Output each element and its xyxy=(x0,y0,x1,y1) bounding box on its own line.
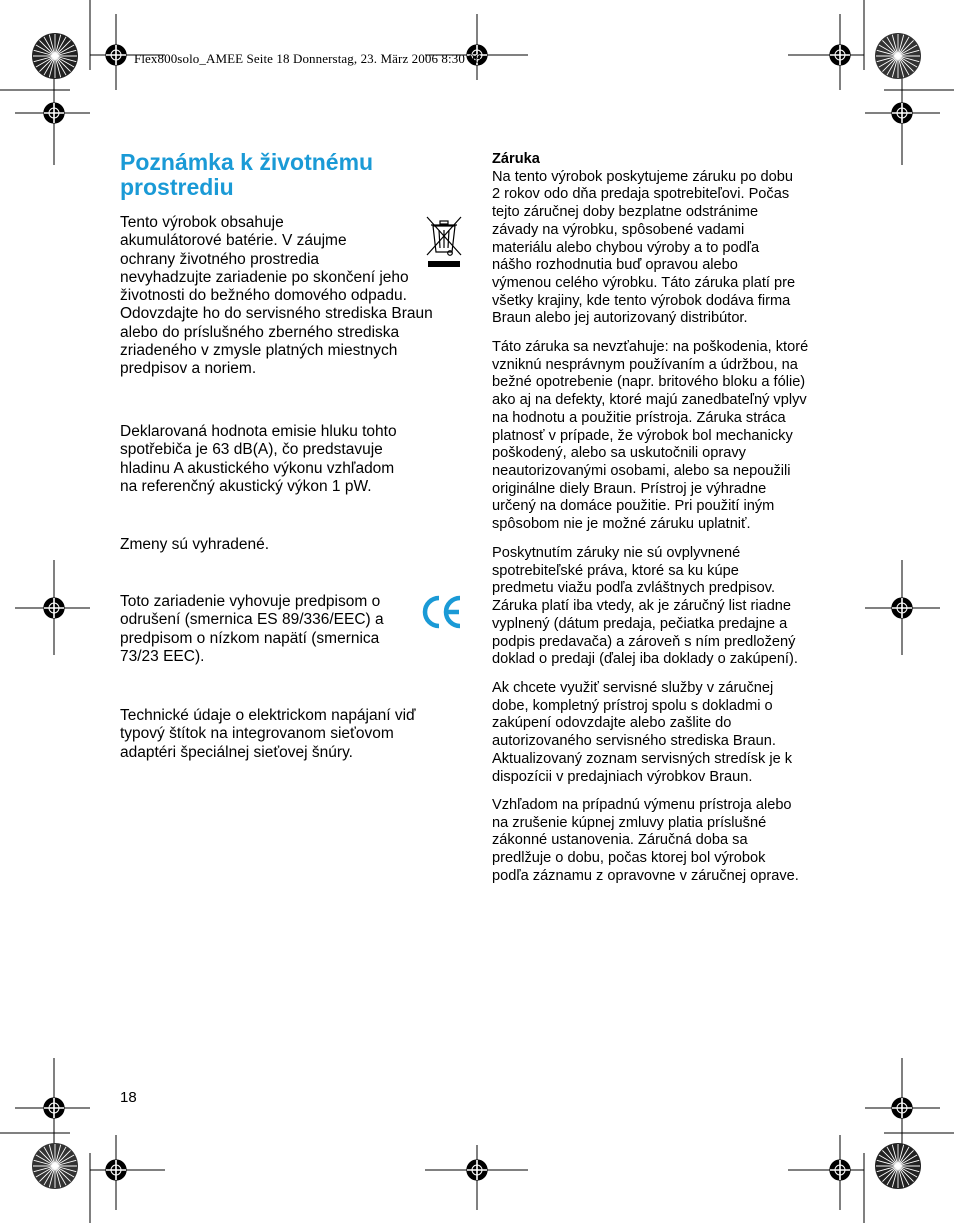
text-line: životnosti do bežného domového odpadu. xyxy=(120,287,407,305)
text-line: závady na výrobku, spôsobené vadami xyxy=(492,221,745,238)
text-line: Braun alebo jej autorizovaný distribútor. xyxy=(492,310,748,327)
text-line: autorizovaného servisného strediska Braun. xyxy=(492,733,776,750)
text-line: zriadeného v zmysle platných miestnych xyxy=(120,342,398,360)
warranty-section xyxy=(492,151,842,328)
warranty-paragraph-1 xyxy=(492,169,842,328)
text-line: vzniknú nesprávnym používaním a údržbou, na xyxy=(492,356,798,373)
text-line: Odovzdajte ho do servisného strediska Braun xyxy=(120,305,433,323)
text-line: Zmeny sú vyhradené. xyxy=(120,536,270,553)
noise-emission-paragraph xyxy=(120,423,465,496)
text-line: na referenčný akustický výkon 1 pW. xyxy=(120,477,372,495)
text-line: výmenou celého výrobku. Táto záruka platí pre xyxy=(492,274,796,291)
text-line: zakúpení odovzdajte alebo zašlite do xyxy=(492,715,732,732)
text-line: bežné opotrebenie (napr. britového bloku a fólie) xyxy=(492,374,806,391)
text-line: hladinu A akustického výkonu vzhľadom xyxy=(120,459,395,477)
text-line: Záruka platí iba vtedy, ak je záručný list riadne xyxy=(492,598,792,615)
text-line: dispozícii v predajniach výrobkov Braun. xyxy=(492,768,753,785)
text-line: podpis predavača) a zároveň s ním predložený xyxy=(492,633,796,650)
text-line: podľa záznamu z opravovne v záručnej oprave. xyxy=(492,867,799,884)
text-line: Poskytnutím záruky nie sú ovplyvnené xyxy=(492,545,741,561)
text-line: neautorizovanými osobami, alebo sa nepoužili xyxy=(492,462,791,479)
text-line: všetky krajiny, kde tento výrobok dodáva firma xyxy=(492,292,791,309)
text-line: ako aj na defekty, ktoré majú zanedbateľný vplyv xyxy=(492,392,807,409)
text-line: platnosť v prípade, že výrobok bol mechanicky xyxy=(492,427,793,444)
text-line: odrušení (smernica ES 89/336/EEC) a xyxy=(120,611,384,629)
text-line: alebo do príslušného zberného strediska xyxy=(120,323,400,341)
text-line: Ak chcete využiť servisné služby v záručnej xyxy=(492,680,774,696)
text-line: spôsobom nie je možné záruku uplatniť. xyxy=(492,516,751,533)
text-line: akumulátorové batérie. V záujme xyxy=(120,232,347,250)
text-line: spotřebiča je 63 dB(A), čo predstavuje xyxy=(120,441,383,459)
text-line: spotrebiteľské práva, ktoré sa ku kúpe xyxy=(492,562,739,579)
changes-reserved-text xyxy=(120,536,465,554)
text-line: Na tento výrobok poskytujeme záruku po dobu xyxy=(492,168,793,185)
text-line: predlžuje o dobu, počas ktorej bol výrobok xyxy=(492,850,766,867)
text-line: predpisom o nízkom napätí (smernica xyxy=(120,629,380,647)
title-line-2: prostrediu xyxy=(120,174,234,200)
text-line: Aktualizovaný zoznam servisných stredísk je k xyxy=(492,750,793,767)
text-line: vyplnený (dátum predaja, pečiatka predajne a xyxy=(492,615,788,632)
warranty-paragraph-2 xyxy=(492,339,842,534)
text-line: ochrany životného prostredia xyxy=(120,250,320,268)
ce-compliance-paragraph xyxy=(120,593,465,666)
text-line: 73/23 EEC). xyxy=(120,647,205,665)
print-slug-line: Flex800solo_AMEE Seite 18 Donnerstag, 23. März 2006 8:30 08 xyxy=(134,51,482,66)
text-line: dobe, kompletný prístroj spolu s dokladmi o xyxy=(492,697,773,714)
text-line: na zrušenie kúpnej zmluvy platia príslušné xyxy=(492,814,767,831)
page-number: 18 xyxy=(120,1089,137,1106)
text-line: Táto záruka sa nevzťahuje: na poškodenia, ktoré xyxy=(492,339,809,355)
warranty-paragraph-3 xyxy=(492,545,842,669)
text-line: zákonné ustanovenia. Záručná doba sa xyxy=(492,832,748,849)
page-title xyxy=(120,150,450,200)
text-line: Tento výrobok obsahuje xyxy=(120,214,284,231)
text-line: Technické údaje o elektrickom napájaní viď xyxy=(120,707,416,724)
warranty-paragraph-5 xyxy=(492,797,842,886)
text-line: na hodnotu a použitie prístroja. Záruka stráca xyxy=(492,409,786,426)
technical-data-paragraph xyxy=(120,707,465,762)
text-line: materiálu alebo chybou výroby a to podľa xyxy=(492,239,760,256)
text-line: nevyhadzujte zariadenie po skončení jeho xyxy=(120,268,409,286)
text-line: nášho rozhodnutia buď opravou alebo xyxy=(492,257,738,274)
text-line: typový štítok na integrovanom sieťovom xyxy=(120,725,394,743)
text-line: predpisov a noriem. xyxy=(120,360,257,378)
warranty-paragraph-4 xyxy=(492,680,842,786)
text-line: poškodený, alebo sa uskutočnili opravy xyxy=(492,445,746,462)
text-line: určený na domáce použitie. Pri použití iným xyxy=(492,498,775,515)
warranty-heading: Záruka xyxy=(492,151,540,167)
text-line: originálne diely Braun. Prístroj je výhradne xyxy=(492,480,767,497)
environment-paragraph xyxy=(120,214,465,379)
text-line: predmetu viažu podľa zvláštnych predpisov. xyxy=(492,580,776,597)
title-line-1: Poznámka k životnému xyxy=(120,149,374,175)
text-line: tejto záručnej doby bezplatne odstránime xyxy=(492,204,759,221)
text-line: doklad o predaji (ďalej iba doklady o zakúpení). xyxy=(492,651,798,668)
ce-mark-icon xyxy=(420,592,464,632)
text-line: adaptéri špeciálnej sieťovej šnúry. xyxy=(120,743,353,761)
text-line: 2 rokov odo dňa predaja spotrebiteľovi. Počas xyxy=(492,186,790,203)
text-line: Vzhľadom na prípadnú výmenu prístroja alebo xyxy=(492,797,792,813)
text-line: Toto zariadenie vyhovuje predpisom o xyxy=(120,593,381,610)
text-line: Deklarovaná hodnota emisie hluku tohto xyxy=(120,423,397,440)
